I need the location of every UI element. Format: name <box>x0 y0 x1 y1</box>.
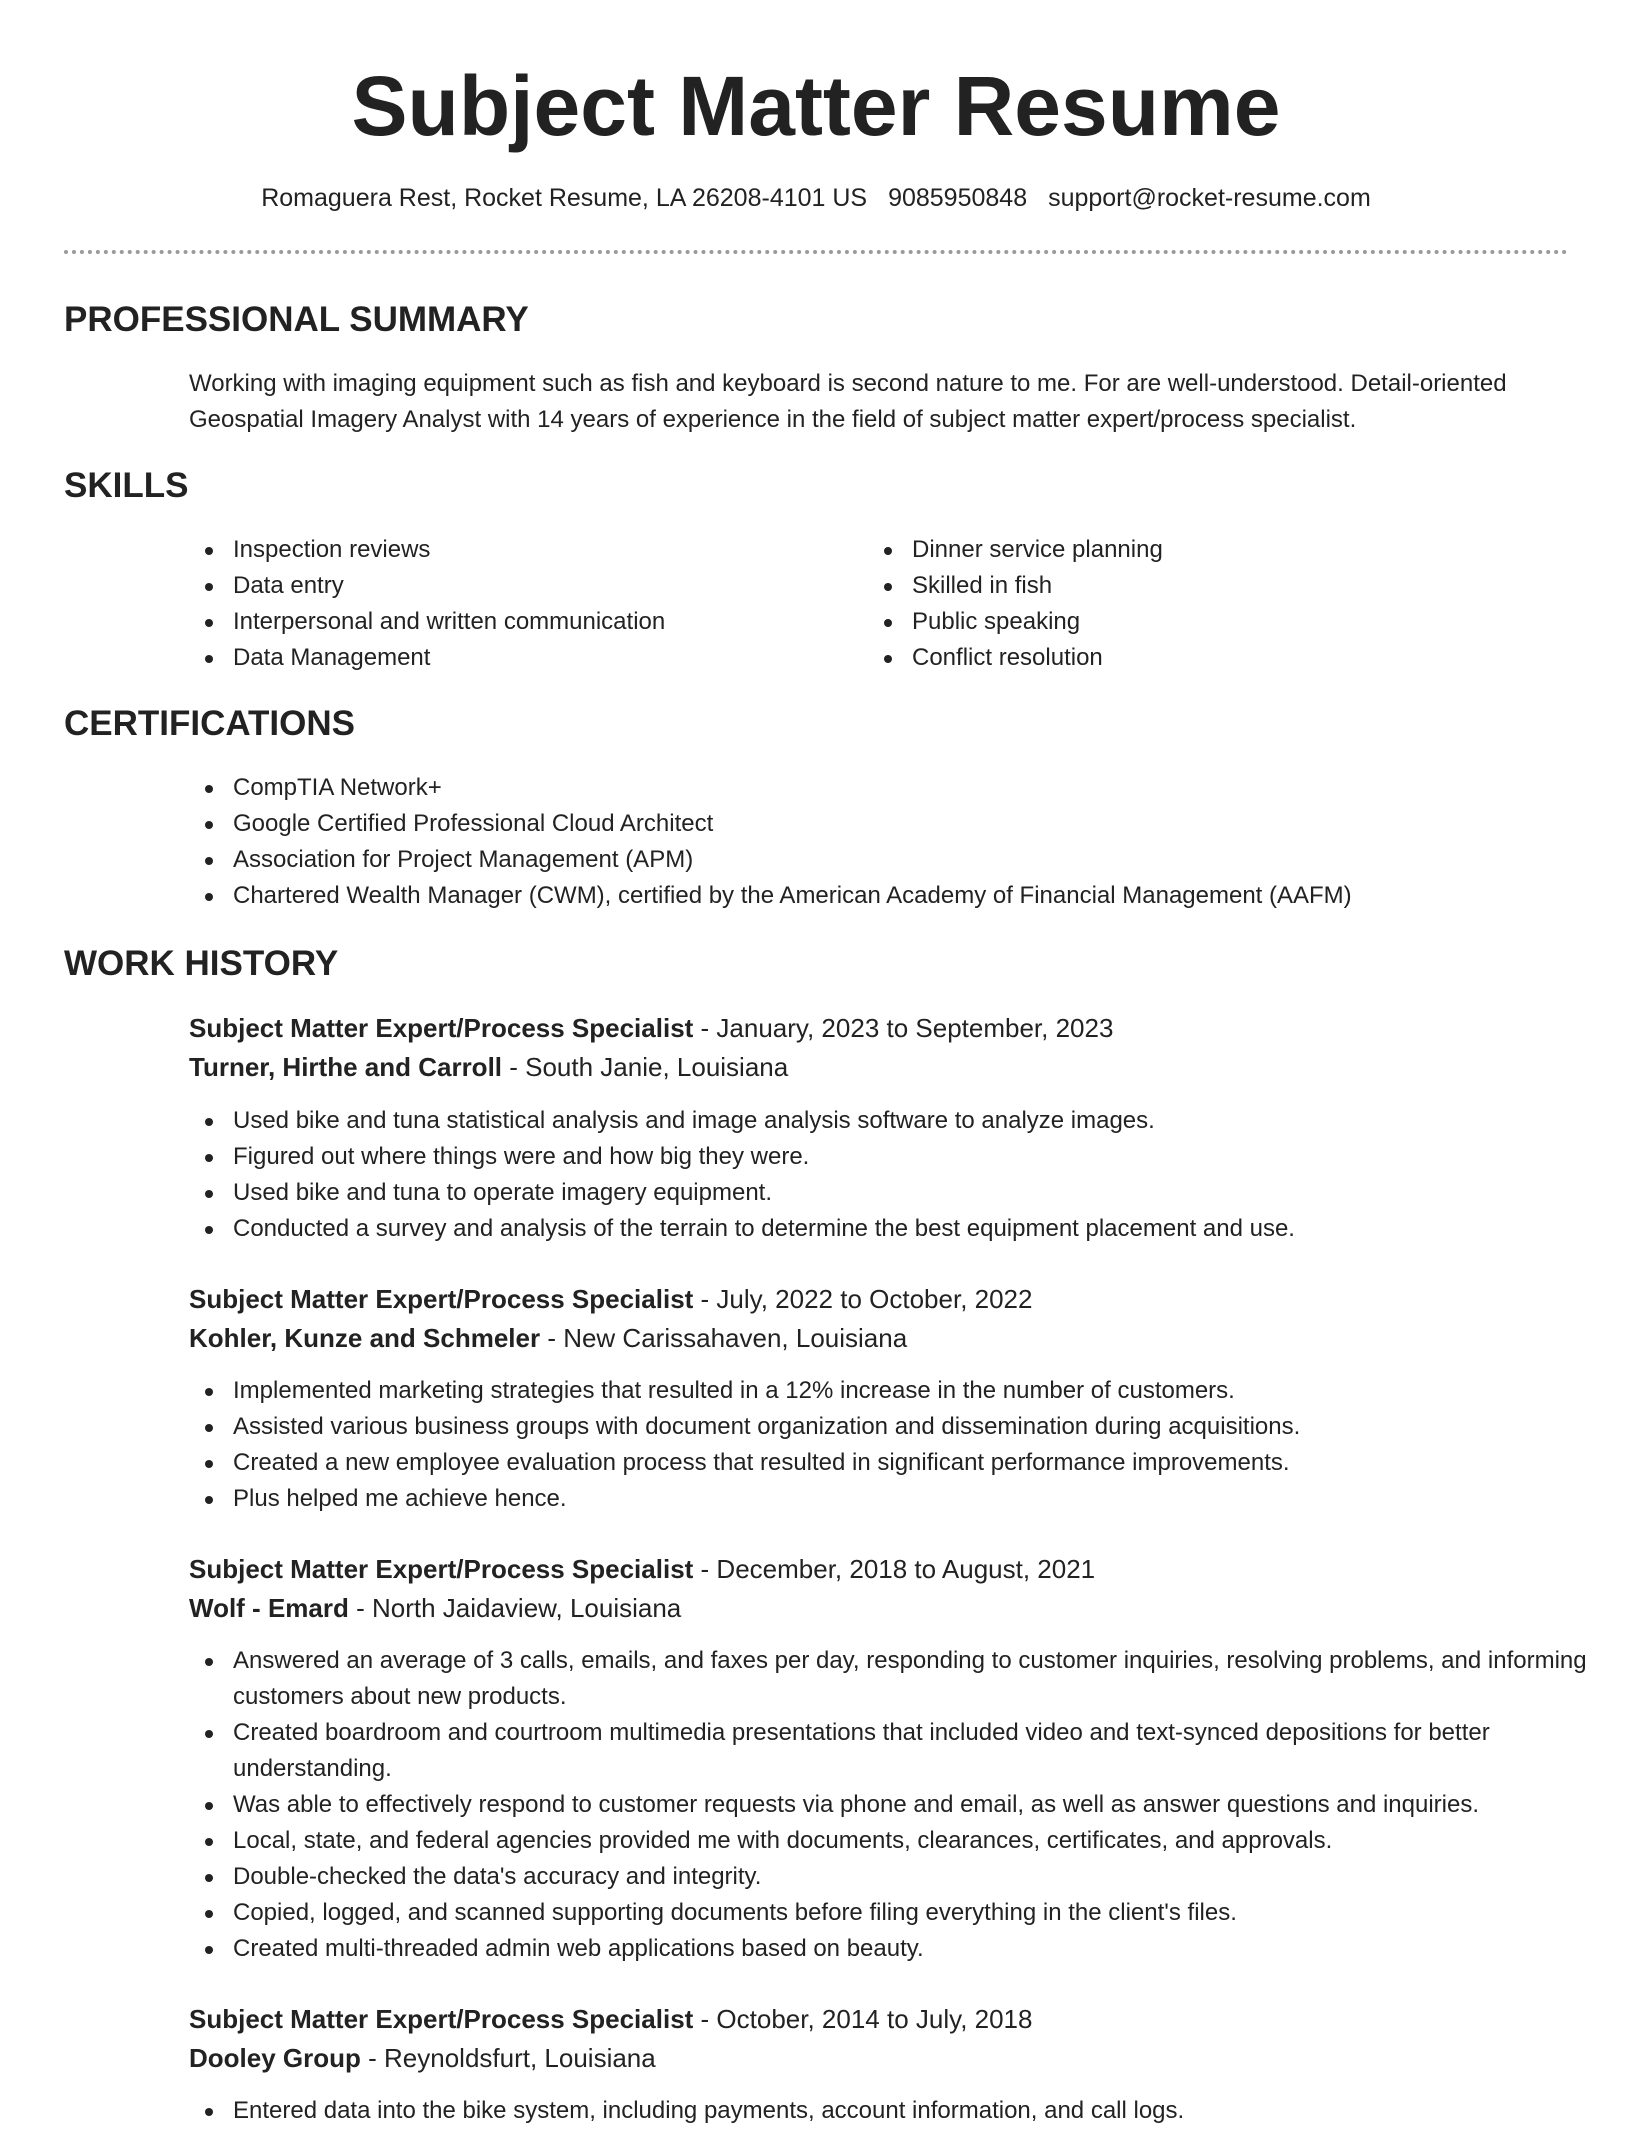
contact-address: Romaguera Rest, Rocket Resume, LA 26208-4101 US <box>261 184 868 212</box>
skill-item: Public speaking <box>912 604 1163 640</box>
job-bullets <box>189 1373 1613 1517</box>
job-title-line <box>189 1549 1095 1589</box>
contact-line <box>0 180 1632 216</box>
job-role: Subject Matter Expert/Process Specialist <box>189 1284 694 1314</box>
skills-list-left <box>189 532 665 676</box>
job-bullets <box>189 1643 1613 1967</box>
skill-item: Interpersonal and written communication <box>233 604 665 640</box>
skill-item: Dinner service planning <box>912 532 1163 568</box>
certifications-list <box>189 770 1352 914</box>
job-bullet: Double-checked the data's accuracy and integrity. <box>233 1859 1613 1895</box>
skills-heading: SKILLS <box>64 466 189 505</box>
job-bullets <box>189 2093 1613 2129</box>
job-location: - Reynoldsfurt, Louisiana <box>360 2043 656 2073</box>
job-bullet: Assisted various business groups with document organization and dissemination during acquisitions. <box>233 1409 1613 1445</box>
job-bullet: Plus helped me achieve hence. <box>233 1481 1613 1517</box>
job-company-line <box>189 1318 907 1358</box>
job-bullet: Implemented marketing strategies that resulted in a 12% increase in the number of customers. <box>233 1373 1613 1409</box>
certifications-heading: CERTIFICATIONS <box>64 704 356 743</box>
skill-item: Skilled in fish <box>912 568 1163 604</box>
resume-name: Subject Matter Resume <box>351 59 1281 153</box>
certification-item: CompTIA Network+ <box>233 770 1352 806</box>
job-bullet: Figured out where things were and how big they were. <box>233 1139 1613 1175</box>
job-company: Turner, Hirthe and Carroll <box>189 1052 503 1082</box>
job-bullet: Answered an average of 3 calls, emails, and faxes per day, responding to customer inquiries, resolving problems, and informing customers about new products. <box>233 1643 1613 1715</box>
skill-item: Data Management <box>233 640 665 676</box>
job-company-line <box>189 1588 681 1628</box>
certification-item: Chartered Wealth Manager (CWM), certified by the American Academy of Financial Management (AAFM) <box>233 878 1352 914</box>
header-divider <box>64 250 1568 254</box>
job-company: Kohler, Kunze and Schmeler <box>189 1323 541 1353</box>
summary-text: Working with imaging equipment such as fish and keyboard is second nature to me. For are well-understood. Detail-oriented Geospatial Imagery Analyst with 14 years of experience in the field of subject matter expert/process specialist. <box>189 370 1507 433</box>
job-bullets <box>189 1103 1613 1247</box>
job-company-line <box>189 2038 656 2078</box>
contact-phone: 9085950848 <box>888 184 1028 212</box>
job-bullet: Created multi-threaded admin web applications based on beauty. <box>233 1931 1613 1967</box>
certification-item: Google Certified Professional Cloud Architect <box>233 806 1352 842</box>
job-bullet: Used bike and tuna to operate imagery equipment. <box>233 1175 1613 1211</box>
job-dates: - October, 2014 to July, 2018 <box>693 2004 1033 2034</box>
job-bullet: Was able to effectively respond to customer requests via phone and email, as well as answer questions and inquiries. <box>233 1787 1613 1823</box>
job-title-line <box>189 1999 1032 2039</box>
job-location: - North Jaidaview, Louisiana <box>348 1593 682 1623</box>
job-role: Subject Matter Expert/Process Specialist <box>189 2004 694 2034</box>
job-location: - South Janie, Louisiana <box>502 1052 789 1082</box>
job-company-line <box>189 1047 788 1087</box>
job-bullet: Created a new employee evaluation process that resulted in significant performance improvements. <box>233 1445 1613 1481</box>
job-dates: - January, 2023 to September, 2023 <box>693 1013 1114 1043</box>
job-bullet: Created boardroom and courtroom multimedia presentations that included video and text-synced depositions for better understanding. <box>233 1715 1613 1787</box>
job-company: Dooley Group <box>189 2043 361 2073</box>
job-bullet: Conducted a survey and analysis of the terrain to determine the best equipment placement and use. <box>233 1211 1613 1247</box>
job-title-line <box>189 1279 1032 1319</box>
contact-email: support@rocket-resume.com <box>1048 184 1371 212</box>
job-bullet: Used bike and tuna statistical analysis and image analysis software to analyze images. <box>233 1103 1613 1139</box>
summary-heading: PROFESSIONAL SUMMARY <box>64 300 529 339</box>
job-role: Subject Matter Expert/Process Specialist <box>189 1013 694 1043</box>
skill-item: Inspection reviews <box>233 532 665 568</box>
job-bullet: Entered data into the bike system, including payments, account information, and call logs. <box>233 2093 1613 2129</box>
job-title-line <box>189 1008 1113 1048</box>
skills-list-right <box>868 532 1163 676</box>
job-company: Wolf - Emard <box>189 1593 349 1623</box>
job-bullet: Local, state, and federal agencies provided me with documents, clearances, certificates, and approvals. <box>233 1823 1613 1859</box>
job-role: Subject Matter Expert/Process Specialist <box>189 1554 694 1584</box>
certification-item: Association for Project Management (APM) <box>233 842 1352 878</box>
job-location: - New Carissahaven, Louisiana <box>540 1323 908 1353</box>
job-dates: - July, 2022 to October, 2022 <box>693 1284 1033 1314</box>
job-dates: - December, 2018 to August, 2021 <box>693 1554 1096 1584</box>
work-history-heading: WORK HISTORY <box>64 944 339 983</box>
skill-item: Conflict resolution <box>912 640 1163 676</box>
job-bullet: Copied, logged, and scanned supporting documents before filing everything in the client's files. <box>233 1895 1613 1931</box>
skill-item: Data entry <box>233 568 665 604</box>
